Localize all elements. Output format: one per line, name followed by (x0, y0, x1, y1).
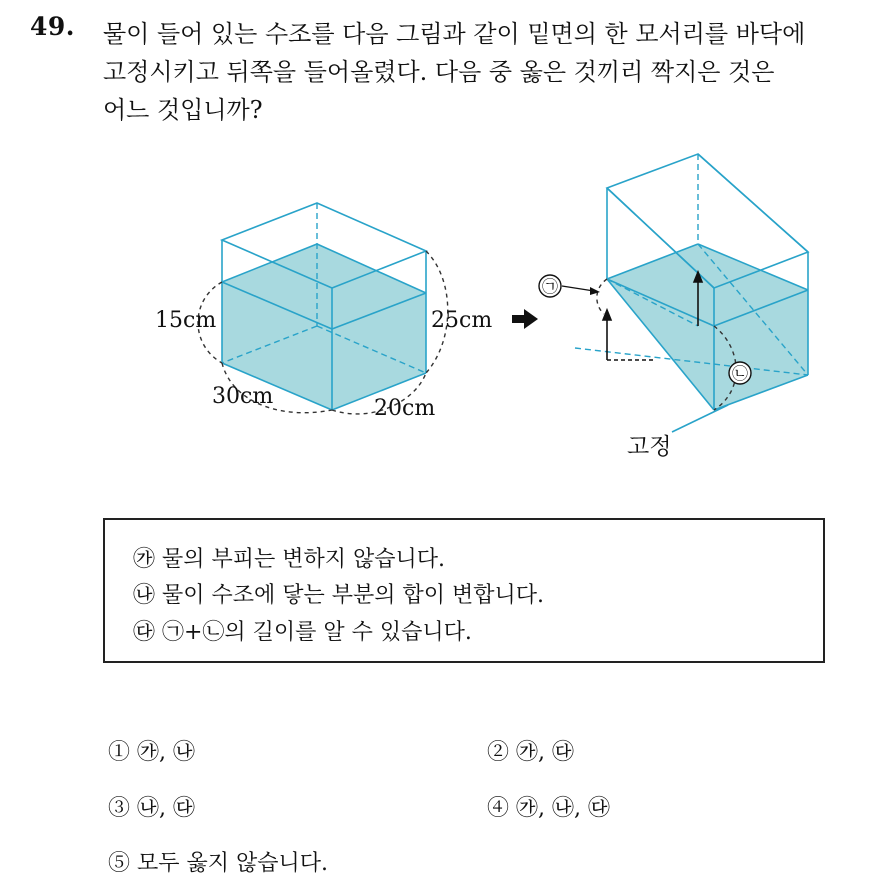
label-30cm: 30cm (212, 384, 274, 409)
label-15cm: 15cm (155, 308, 217, 333)
tank-figure (0, 140, 884, 470)
condition-ga: ㉮ 물의 부피는 변하지 않습니다. (133, 547, 445, 572)
condition-na: ㉯ 물이 수조에 닿는 부분의 합이 변합니다. (133, 583, 544, 608)
condition-da: ㉰ ㉠+㉡의 길이를 알 수 있습니다. (133, 620, 472, 645)
right-arrow-icon (512, 309, 538, 329)
svg-text:㉡: ㉡ (731, 364, 749, 383)
label-25cm: 25cm (431, 308, 493, 333)
right-tank (539, 154, 808, 460)
question-line-3: 어느 것입니까? (103, 96, 263, 124)
choice-3[interactable]: ③ ㉯, ㉰ (108, 796, 195, 821)
label-20cm: 20cm (374, 396, 436, 421)
conditions-box (103, 518, 825, 663)
choice-4[interactable]: ④ ㉮, ㉯, ㉰ (487, 796, 610, 821)
label-fixed: 고정 (627, 434, 672, 460)
choice-5[interactable]: ⑤ 모두 옳지 않습니다. (108, 851, 328, 876)
choice-1[interactable]: ① ㉮, ㉯ (108, 740, 195, 765)
question-number: 49. (30, 12, 75, 41)
question-line-2: 고정시키고 뒤쪽을 들어올렸다. 다음 중 옳은 것끼리 짝지은 것은 (103, 58, 775, 86)
marker-a (539, 275, 561, 297)
marker-b (729, 362, 751, 384)
choice-2[interactable]: ② ㉮, ㉰ (487, 740, 574, 765)
left-tank (155, 203, 492, 421)
question-line-1: 물이 들어 있는 수조를 다음 그림과 같이 밑면의 한 모서리를 바닥에 (103, 20, 806, 48)
svg-text:㉠: ㉠ (541, 277, 559, 296)
